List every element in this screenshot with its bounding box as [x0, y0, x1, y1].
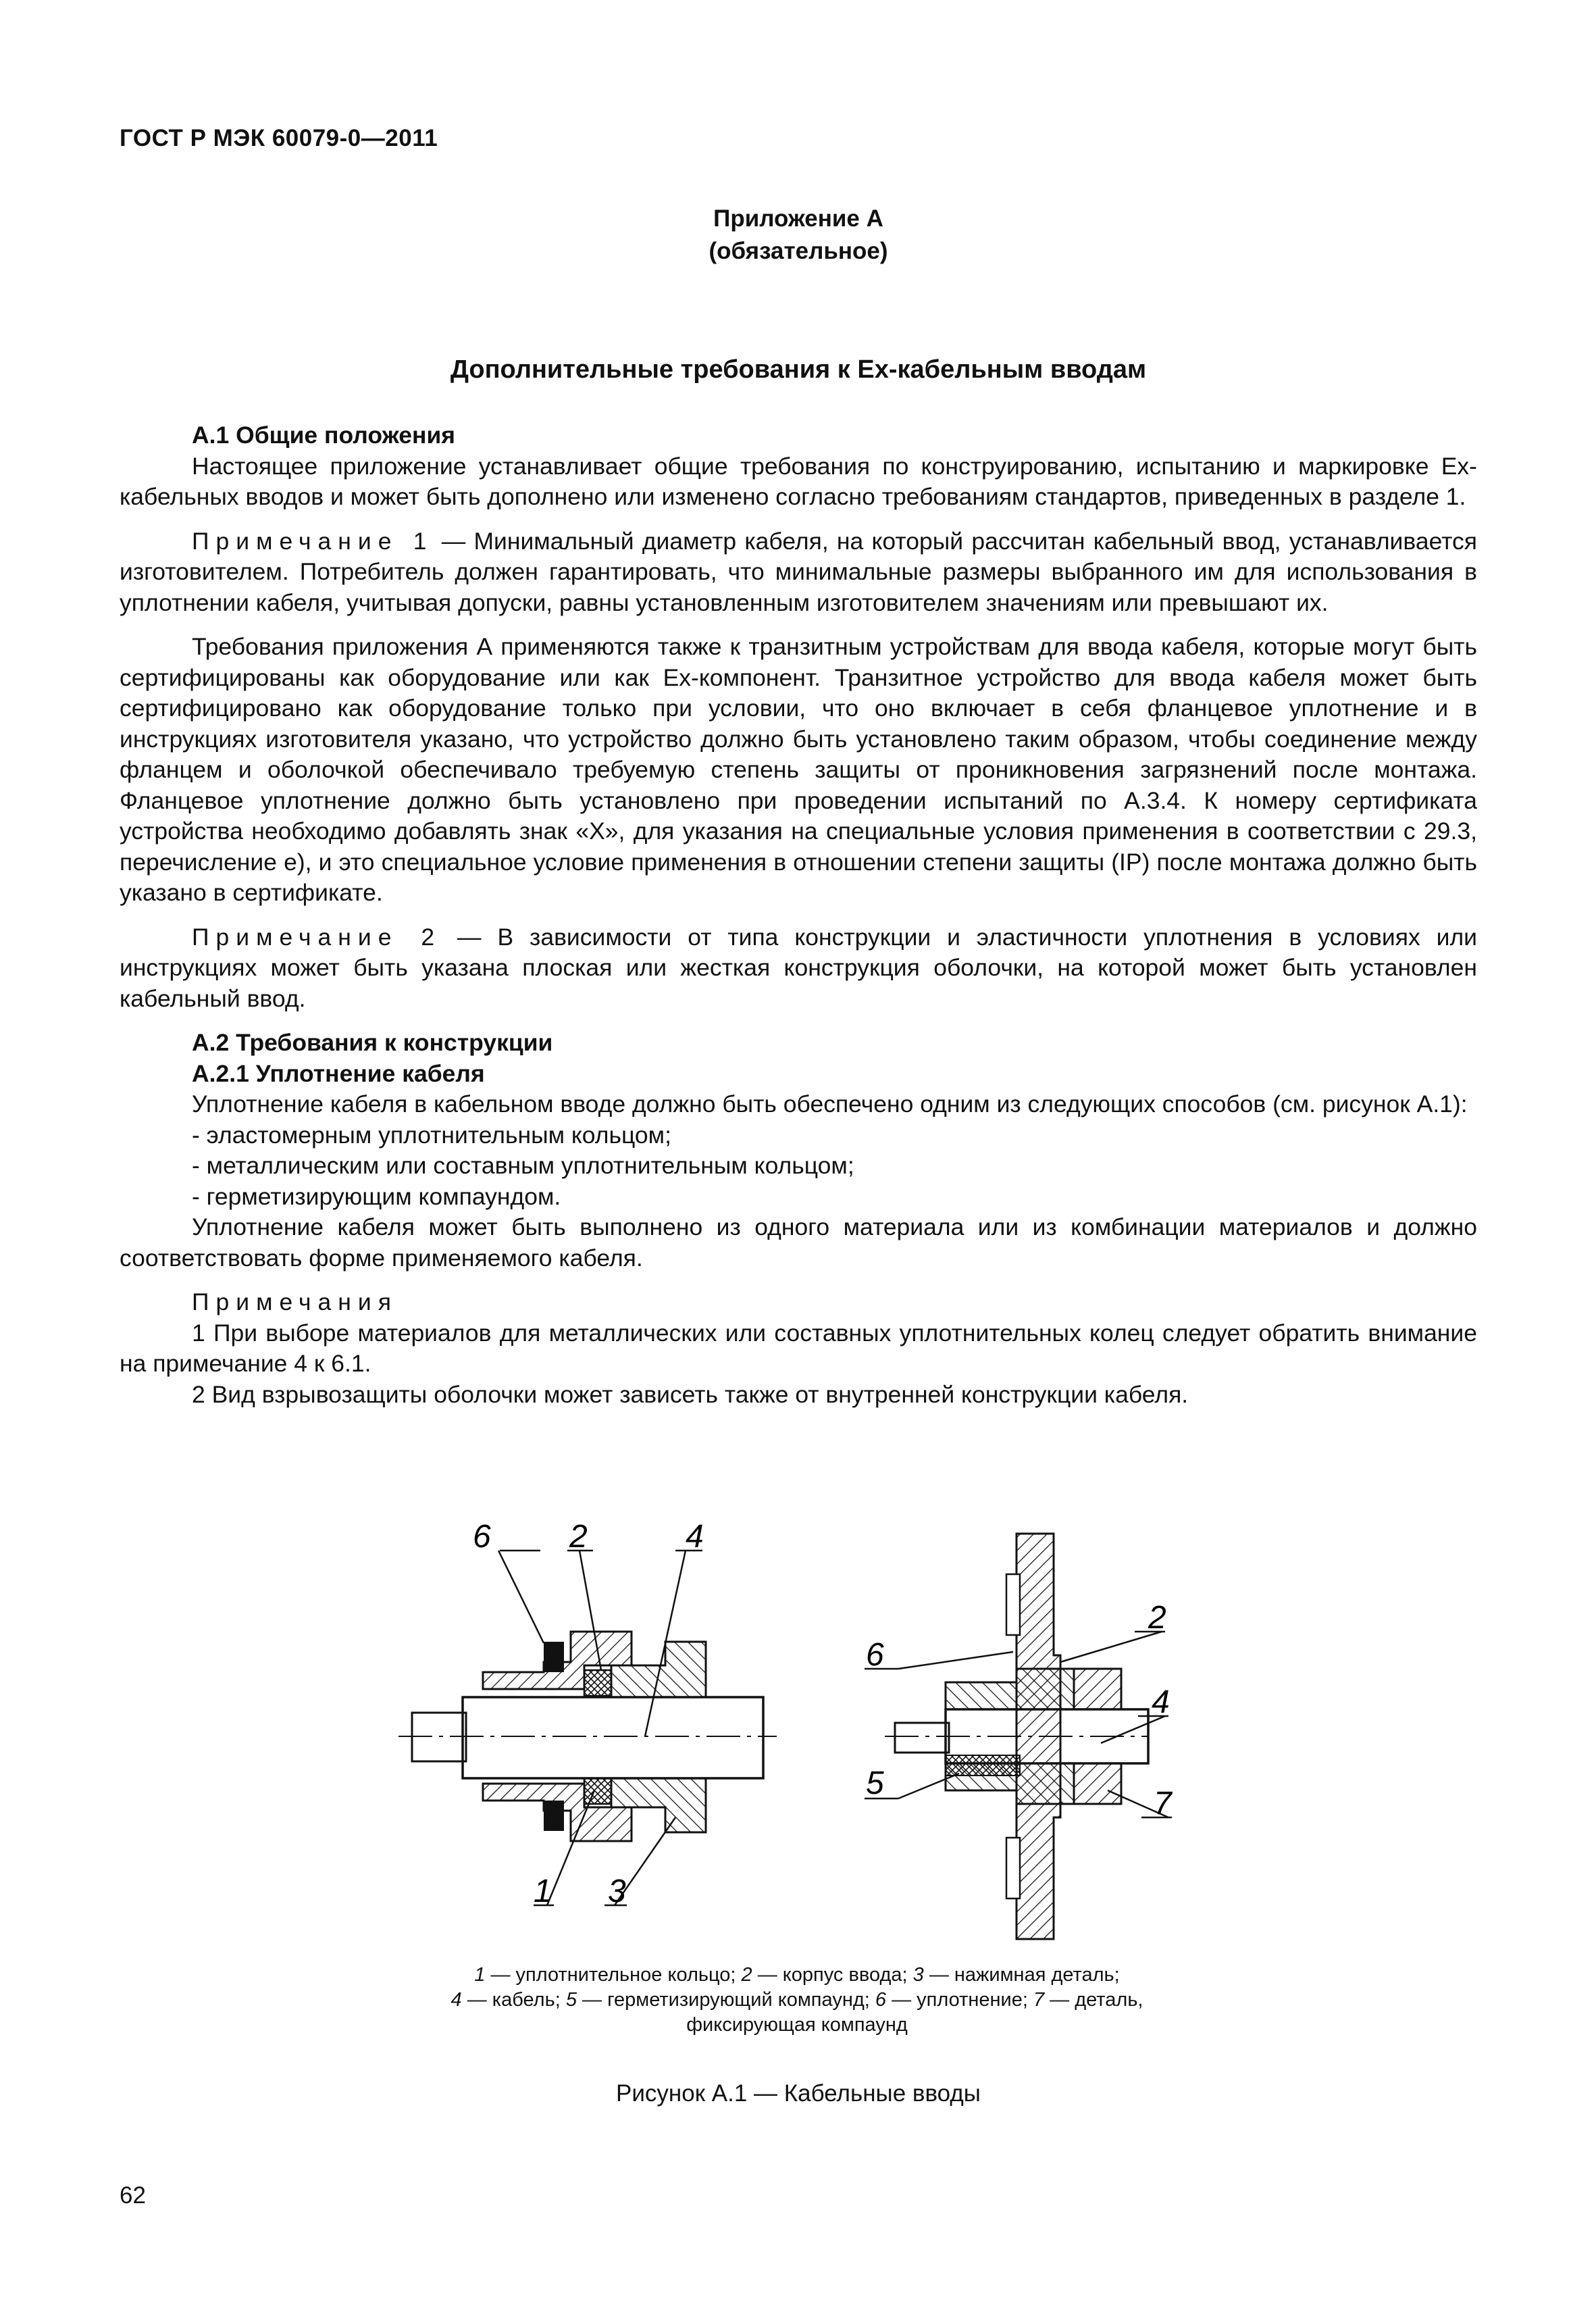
notes-label [120, 1287, 1477, 1318]
list-item: - эластомерным уплотнительным кольцом; [192, 1121, 671, 1149]
note-item-1: 1 При выборе материалов для металлических или составных уплотнительных колец следует обратить внимание на примечание 4 к 6.1. [120, 1319, 1477, 1377]
legend-text: — деталь, [1044, 1989, 1143, 2011]
legend-tail: фиксирующая компаунд [686, 2014, 908, 2036]
seal-lower [544, 1801, 564, 1831]
legend-num: 4 [451, 1989, 462, 2011]
a1-heading: А.1 Общие положения [192, 422, 455, 449]
callout-6-left: 6 [473, 1520, 491, 1555]
flange-seal-upper [1006, 1574, 1020, 1635]
cable-gland-figure [378, 1520, 1189, 1946]
legend-text: — нажимная деталь; [923, 1964, 1120, 1986]
a21-paragraph-2: Уплотнение кабеля может быть выполнено из одного материала или из комбинации материалов и должно соответствовать форме применяемого кабеля. [120, 1213, 1477, 1272]
legend-num: 2 [741, 1964, 752, 1986]
note-1-label: Примечание 1 [192, 527, 434, 555]
appendix-heading [120, 203, 1477, 268]
left-gland-drawing [398, 1520, 777, 1909]
callout-6-right: 6 [866, 1637, 884, 1673]
page-number: 62 [120, 2182, 146, 2209]
callout-4-right: 4 [1152, 1684, 1170, 1720]
callout-2-right: 2 [1148, 1600, 1166, 1636]
note-1-text: — Минимальный диаметр кабеля, на который рассчитан кабельный ввод, устанавливается изготовителем. Потребитель должен гарантировать, что минимальные размеры выбранного им для использования в уплотнении кабеля, учитывая допуски, равны установленным изготовителем значениям или превышают их. [120, 527, 1477, 616]
section-title: Дополнительные требования к Ex-кабельным вводам [450, 355, 1147, 384]
legend-text: — герметизирующий компаунд; [576, 1989, 875, 2011]
callout-4-left: 4 [686, 1520, 704, 1555]
legend-text: — кабель; [461, 1989, 566, 2011]
note-2-label: Примечание 2 [192, 923, 442, 951]
note-2-text: — В зависимости от типа конструкции и эластичности уплотнения в условиях или инструкциях может быть указана плоская или жесткая конструкция оболочки, на которой может быть установлен кабельный ввод. [120, 923, 1477, 1012]
a1-paragraph-2: Требования приложения А применяются также к транзитным устройствам для ввода кабеля, которые могут быть сертифицированы как оборудование или как Ex-компонент. Транзитное устройство для ввода кабеля может быть сертифицировано как оборудование только при условии, что оно включает в себя фланцевое уплотнение и в инструкциях изготовителя указано, что устройство должно быть установлено таким образом, чтобы соединение между фланцем и оболочкой обеспечивало требуемую степень защиты от проникновения загрязнений после монтажа. Фланцевое уплотнение должно быть установлено при проведении испытаний по А.3.4. К номеру сертификата устройства необходимо добавлять знак «X», для указания на специальные условия применения в соответствии с 29.3, перечисление е), и это специальное условие применения в отношении степени защиты (IP) после монтажа должно быть указано в сертификате. [120, 633, 1477, 906]
callout-3: 3 [608, 1873, 626, 1909]
list-item: - металлическим или составным уплотнительным кольцом; [192, 1152, 854, 1179]
note-item-2: 2 Вид взрывозащиты оболочки может зависеть также от внутренней конструкции кабеля. [192, 1380, 1189, 1408]
flange-seal-lower [1006, 1838, 1020, 1898]
legend-num: 6 [875, 1989, 887, 2011]
legend-num: 5 [565, 1989, 577, 2011]
cable-body [463, 1697, 763, 1778]
document-code: ГОСТ Р МЭК 60079-0—2011 [120, 125, 438, 151]
right-gland-drawing [865, 1534, 1173, 1939]
list-item: - герметизирующим компаундом. [192, 1182, 561, 1210]
body-text [120, 420, 1477, 1410]
callout-2-left: 2 [569, 1520, 588, 1555]
notes-label-text: Примечания [192, 1288, 398, 1315]
legend-num: 3 [912, 1964, 924, 1986]
legend-num: 1 [474, 1964, 486, 1986]
figure-legend [358, 1963, 1236, 2038]
ring-upper [584, 1670, 611, 1696]
flange [1016, 1534, 1060, 1939]
callout-5: 5 [866, 1765, 884, 1801]
legend-text: — уплотнительное кольцо; [485, 1964, 742, 1986]
legend-text: — уплотнение; [886, 1989, 1033, 2011]
callout-1: 1 [534, 1873, 552, 1909]
legend-text: — корпус ввода; [752, 1964, 913, 1986]
a21-paragraph-1: Уплотнение кабеля в кабельном вводе должно быть обеспечено одним из следующих способов (см. рисунок А.1): [192, 1090, 1468, 1117]
callout-7: 7 [1154, 1786, 1172, 1821]
a1-note-1 [120, 526, 1477, 619]
legend-num: 7 [1033, 1989, 1045, 2011]
appendix-title: Приложение А [713, 205, 883, 232]
a1-paragraph-1: Настоящее приложение устанавливает общие требования по конструированию, испытанию и маркировке Ex-кабельных вводов и может быть дополнено или изменено согласно требованиям стандартов, приведенных в разделе 1. [120, 452, 1477, 510]
sleeve-upper [946, 1669, 1074, 1709]
figure-caption: Рисунок А.1 — Кабельные вводы [616, 2080, 981, 2107]
a1-note-2 [120, 922, 1477, 1015]
ring-lower [584, 1778, 611, 1804]
a21-heading: А.2.1 Уплотнение кабеля [192, 1059, 485, 1087]
seal-upper [544, 1642, 564, 1672]
a2-heading: А.2 Требования к конструкции [192, 1029, 553, 1056]
appendix-status: (обязательное) [709, 238, 888, 264]
